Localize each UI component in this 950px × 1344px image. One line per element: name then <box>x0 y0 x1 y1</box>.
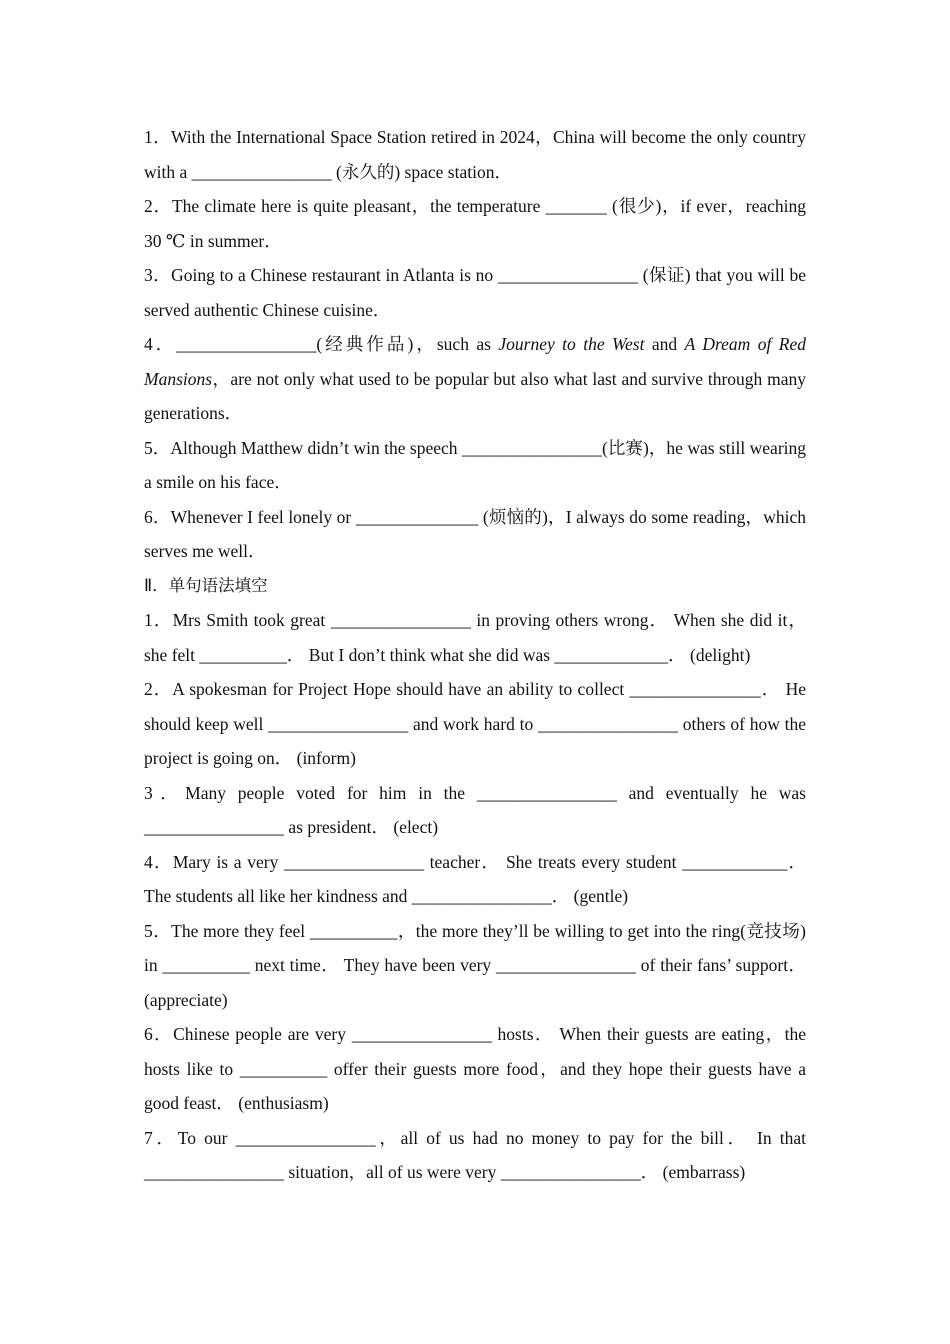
item-text: The more they feel __________，the more they’ll be willing to get into the ring(竞技场) in __________ next time． They have been very ________________ of their fans’ support． (appreciate) <box>144 920 806 1010</box>
item-number: 1． <box>144 127 171 147</box>
worksheet-page <box>144 120 806 1190</box>
part2-item-4 <box>144 845 806 914</box>
answer-blank[interactable]: ________________ <box>461 437 602 458</box>
item-number: 2． <box>144 679 173 699</box>
item-text: Mary is a very ________________ teacher． She treats every student ____________． The students all like her kindness and ________________． (gentle) <box>144 851 807 906</box>
item-number: 4． <box>144 334 177 354</box>
item-number: 3． <box>144 265 172 285</box>
answer-blank[interactable]: ________________ <box>176 334 317 354</box>
item-number: 1． <box>144 610 173 630</box>
part2-item-3 <box>144 776 806 845</box>
part2-item-5 <box>144 914 806 1018</box>
part1-item-6: 6．Whenever I feel lonely or ______________ (烦恼的)，I always do some reading，which serves me well． <box>144 506 807 561</box>
item-number: 4． <box>144 851 173 872</box>
part1-item-3: 3．Going to a Chinese restaurant in Atlanta is no ________________ (保证) that you will be served authentic Chinese cuisine． <box>144 265 807 320</box>
item-number: 2． <box>144 196 172 216</box>
item-text: Mrs Smith took great ________________ in proving others wrong． When she did it，she felt __________． But I don’t think what she did was _____________． (delight) <box>144 610 806 665</box>
answer-blank[interactable]: _______ <box>545 196 607 216</box>
part1-item-5: 5．Although Matthew didn’t win the speech ________________(比赛)，he was still wearing a smile on his face． <box>144 437 807 492</box>
part2-item-1 <box>144 603 806 672</box>
item-text: A spokesman for Project Hope should have an ability to collect _______________． He should keep well ________________ and work hard to ________________ others of how the project is going on． (inform) <box>144 679 806 768</box>
answer-blank[interactable]: ______________ <box>355 506 479 527</box>
answer-blank[interactable]: ________________ <box>191 161 332 182</box>
item-text: Many people voted for him in the ________________ and eventually he was ________________ as president． (elect) <box>144 782 806 837</box>
item-number: 6． <box>144 1024 174 1044</box>
book-title: Journey to the West <box>498 334 645 354</box>
item-number: 5． <box>144 437 171 458</box>
item-number: 5． <box>144 920 172 941</box>
section-heading-grammar-fill: Ⅱ．单句语法填空 <box>144 575 268 595</box>
item-number: 6． <box>144 506 171 527</box>
part2-item-7 <box>144 1121 806 1190</box>
part1-item-4: 4．________________(经典作品)，such as Journey to the West and A Dream of Red Mansions，are not only what used to be popular but also what last and survive through many generations． <box>144 334 806 423</box>
part2-item-6 <box>144 1017 806 1121</box>
part2-item-2 <box>144 672 806 776</box>
item-number: 7． <box>144 1127 178 1148</box>
part1-item-2: 2．The climate here is quite pleasant，the temperature _______ (很少)，if ever，reaching 30 ℃ in summer． <box>144 196 806 251</box>
part1-item-1: 1．With the International Space Station retired in 2024，China will become the only country with a ________________ (永久的) space station． <box>144 127 806 182</box>
book-title: A Dream of Red Mansions <box>144 334 806 389</box>
item-text: Chinese people are very ________________ hosts． When their guests are eating，the hosts like to __________ offer their guests more food，and they hope their guests have a good feast． (enthusiasm) <box>144 1024 806 1113</box>
item-number: 3． <box>144 782 186 803</box>
item-text: To our ________________，all of us had no money to pay for the bill． In that ________________ situation，all of us were very ________________． (embarrass) <box>144 1127 806 1182</box>
answer-blank[interactable]: ________________ <box>497 265 638 285</box>
